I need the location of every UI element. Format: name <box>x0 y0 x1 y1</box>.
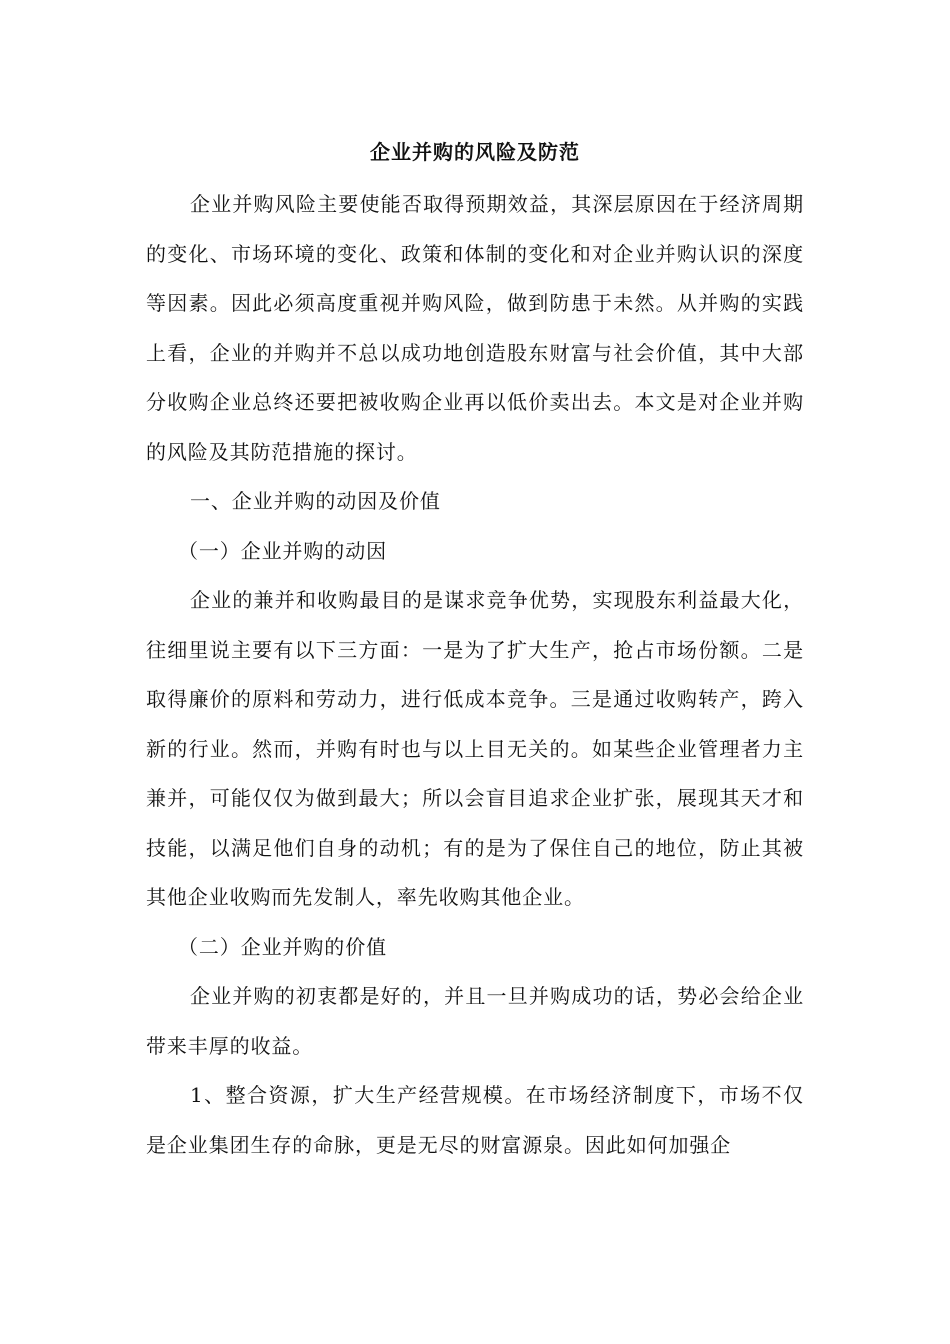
value-paragraph: 企业并购的初衷都是好的，并且一旦并购成功的话，势必会给企业带来丰厚的收益。 <box>146 984 804 1058</box>
intro-paragraph: 企业并购风险主要使能否取得预期效益，其深层原因在于经济周期的变化、市场环境的变化、政策和体制的变化和对企业并购认识的深度等因素。因此必须高度重视并购风险，做到防患于未然。从并购的实践上看，企业的并购并不总以成功地创造股东财富与社会价值，其中大部分收购企业总终还要把被收购企业再以低价卖出去。本文是对企业并购的风险及其防范措施的探讨。 <box>146 192 804 464</box>
section-heading-1: 一、企业并购的动因及价值 <box>190 489 441 513</box>
document-page <box>146 130 804 1170</box>
point-1-paragraph: 1、整合资源，扩大生产经营规模。在市场经济制度下，市场不仅是企业集团生存的命脉，更是无尽的财富源泉。因此如何加强企 <box>146 1083 804 1157</box>
subsection-heading-2: （二）企业并购的价值 <box>178 934 387 959</box>
subsection-heading-1: （一）企业并购的动因 <box>178 538 387 563</box>
motive-paragraph: 企业的兼并和收购最目的是谋求竞争优势，实现股东利益最大化，往细里说主要有以下三方面：一是为了扩大生产，抢占市场份额。二是取得廉价的原料和劳动力，进行低成本竞争。三是通过收购转产，跨入新的行业。然而，并购有时也与以上目无关的。如某些企业管理者力主兼并，可能仅仅为做到最大；所以会盲目追求企业扩张，展现其天才和技能，以满足他们自身的动机；有的是为了保住自己的地位，防止其被其他企业收购而先发制人，率先收购其他企业。 <box>146 588 804 909</box>
document-title: 企业并购的风险及防范 <box>370 140 580 164</box>
